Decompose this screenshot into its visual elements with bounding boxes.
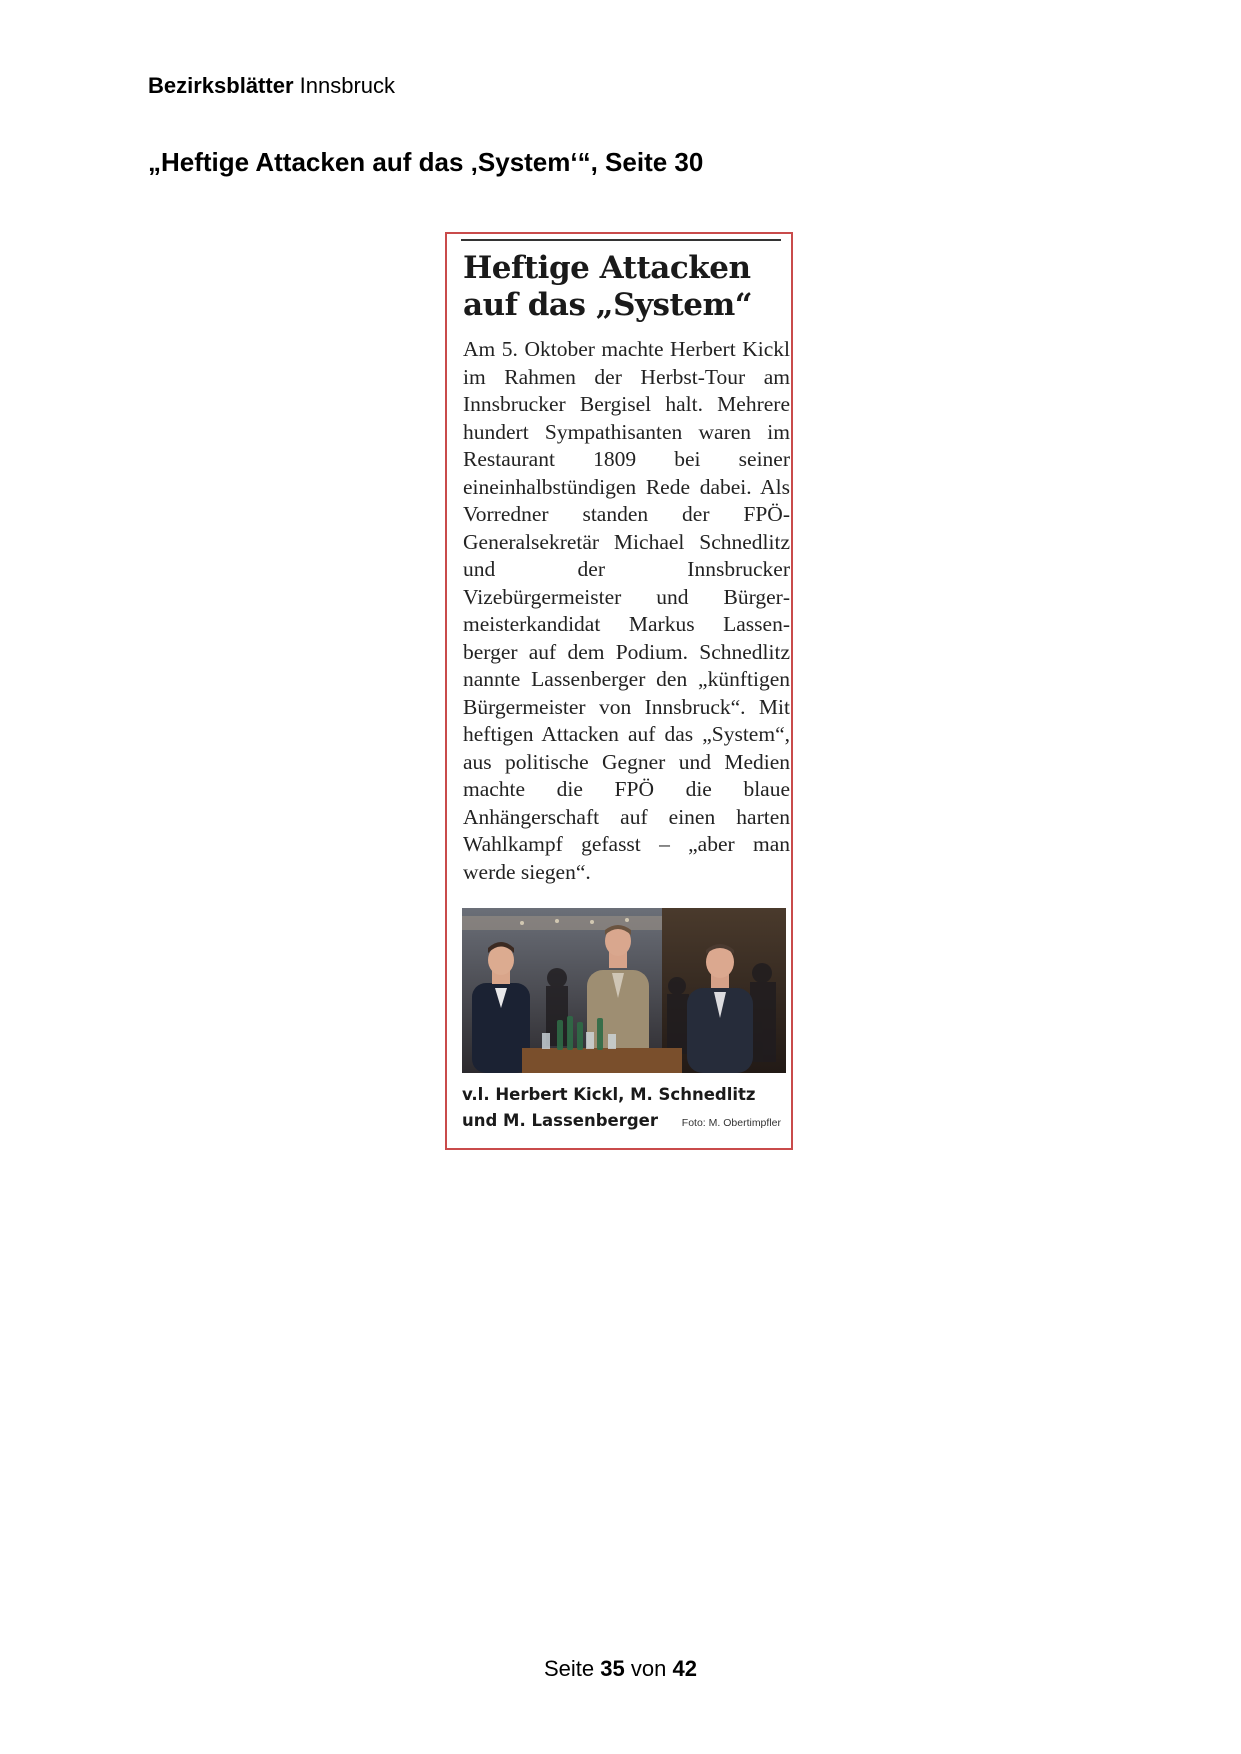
document-title: „Heftige Attacken auf das ‚System‘“, Seite 30 xyxy=(148,147,704,177)
page-label: Seite xyxy=(544,1656,595,1681)
top-rule xyxy=(461,239,781,241)
headline-line-1: Heftige Attacken xyxy=(463,250,751,286)
page-footer xyxy=(0,1656,1241,1682)
publication-name: Bezirksblätter xyxy=(148,73,294,98)
article-headline xyxy=(463,250,783,324)
current-page: 35 xyxy=(600,1656,625,1681)
source-line xyxy=(148,73,395,99)
photo-caption: v.l. Herbert Kickl, M. Schnedlitz und M. Lassenberger xyxy=(462,1085,756,1130)
photo-credit: Foto: M. Obertimpfler xyxy=(681,1117,781,1129)
publication-region: Innsbruck xyxy=(299,73,396,98)
article-photo xyxy=(462,908,786,1073)
total-pages: 42 xyxy=(672,1656,697,1681)
page-of-label: von xyxy=(630,1656,667,1681)
newspaper-clipping xyxy=(445,232,793,1150)
article-body: Am 5. Oktober machte Herbert Kickl im Rahmen der Herbst-Tour am Innsbrucker Bergisel halt. Mehrere hundert Sympathisanten waren im Restaurant 1809 bei seiner eineinhalbstündigen Rede dabei. Als Vorredner standen der FPÖ-Generalsekretär Michael Schnedlitz und der Innsbrucker Vizebürgermeister und Bürgermeisterkandidat Markus Lassenberger auf dem Podium. Schnedlitz nannte Lassenberger den „künftigen Bürgermeister von Innsbruck“. Mit heftigen Attacken auf das „System“, aus politische Gegner und Medien machte die FPÖ die blaue Anhängerschaft auf einen harten Wahlkampf gefasst – „aber man werde siegen“. xyxy=(463,337,790,884)
headline-line-2: auf das „System“ xyxy=(463,287,753,323)
